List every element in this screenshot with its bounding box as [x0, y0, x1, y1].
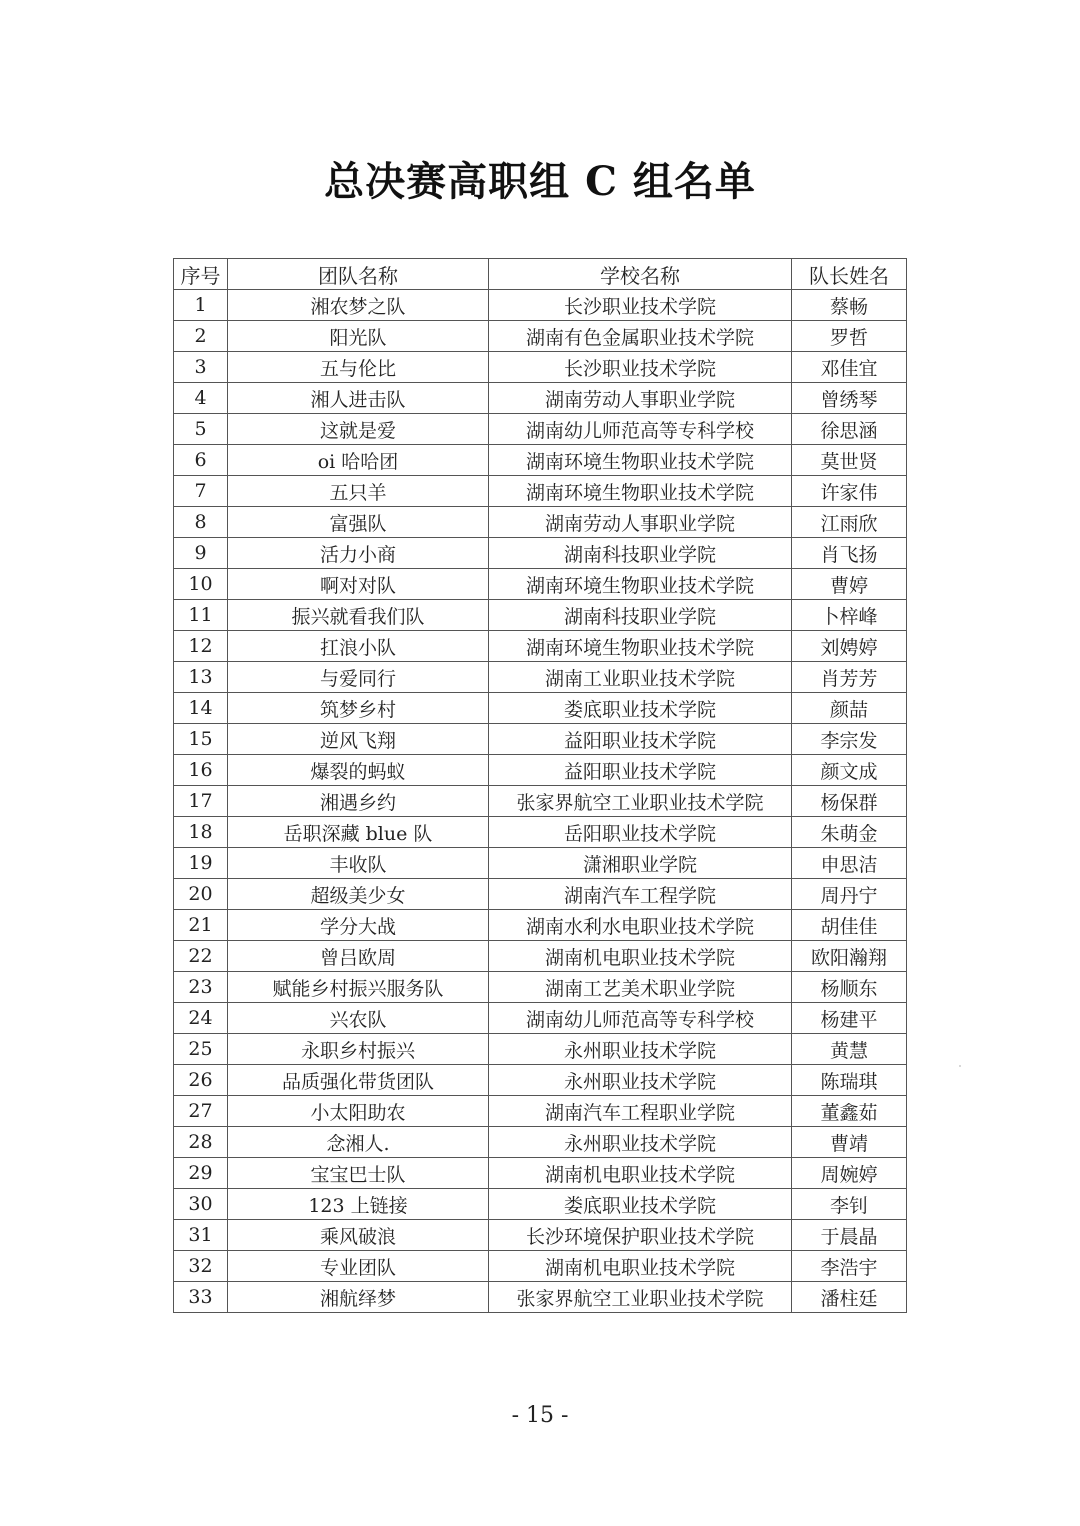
cell-school-name: 湖南机电职业技术学院 — [489, 1251, 792, 1282]
table-row — [174, 352, 907, 383]
table-row — [174, 476, 907, 507]
cell-number: 31 — [174, 1220, 228, 1251]
cell-team-name: 念湘人. — [228, 1127, 489, 1158]
cell-school-name: 湖南幼儿师范高等专科学校 — [489, 414, 792, 445]
cell-captain-name: 肖芳芳 — [792, 662, 907, 693]
cell-number: 5 — [174, 414, 228, 445]
table-body — [174, 290, 907, 1313]
cell-number: 30 — [174, 1189, 228, 1220]
table-row — [174, 1189, 907, 1220]
cell-number: 27 — [174, 1096, 228, 1127]
cell-school-name: 长沙职业技术学院 — [489, 352, 792, 383]
cell-captain-name: 李浩宇 — [792, 1251, 907, 1282]
cell-team-name: 湘遇乡约 — [228, 786, 489, 817]
cell-school-name: 湖南环境生物职业技术学院 — [489, 476, 792, 507]
cell-school-name: 湖南水利水电职业技术学院 — [489, 910, 792, 941]
cell-school-name: 湖南科技职业学院 — [489, 538, 792, 569]
cell-school-name: 娄底职业技术学院 — [489, 693, 792, 724]
table-row — [174, 600, 907, 631]
cell-team-name: 扛浪小队 — [228, 631, 489, 662]
cell-captain-name: 罗哲 — [792, 321, 907, 352]
cell-captain-name: 潘柱廷 — [792, 1282, 907, 1313]
table-row — [174, 662, 907, 693]
cell-number: 8 — [174, 507, 228, 538]
cell-team-name: 湘人进击队 — [228, 383, 489, 414]
cell-team-name: 品质强化带货团队 — [228, 1065, 489, 1096]
cell-team-name: 兴农队 — [228, 1003, 489, 1034]
header-team-name: 团队名称 — [228, 259, 489, 290]
cell-number: 7 — [174, 476, 228, 507]
cell-number: 9 — [174, 538, 228, 569]
cell-team-name: 五与伦比 — [228, 352, 489, 383]
table-row — [174, 414, 907, 445]
cell-number: 17 — [174, 786, 228, 817]
cell-number: 11 — [174, 600, 228, 631]
cell-captain-name: 许家伟 — [792, 476, 907, 507]
table-row — [174, 538, 907, 569]
table-row — [174, 1220, 907, 1251]
cell-team-name: 学分大战 — [228, 910, 489, 941]
cell-team-name: oi 哈哈团 — [228, 445, 489, 476]
table-row — [174, 507, 907, 538]
cell-number: 4 — [174, 383, 228, 414]
page-number: - 15 - — [511, 1403, 569, 1428]
cell-school-name: 长沙职业技术学院 — [489, 290, 792, 321]
cell-team-name: 丰收队 — [228, 848, 489, 879]
cell-school-name: 永州职业技术学院 — [489, 1127, 792, 1158]
cell-school-name: 张家界航空工业职业技术学院 — [489, 1282, 792, 1313]
cell-number: 26 — [174, 1065, 228, 1096]
cell-captain-name: 周婉婷 — [792, 1158, 907, 1189]
cell-team-name: 曾吕欧周 — [228, 941, 489, 972]
cell-captain-name: 胡佳佳 — [792, 910, 907, 941]
cell-number: 2 — [174, 321, 228, 352]
cell-team-name: 宝宝巴士队 — [228, 1158, 489, 1189]
cell-school-name: 潇湘职业学院 — [489, 848, 792, 879]
table-row — [174, 1003, 907, 1034]
cell-number: 12 — [174, 631, 228, 662]
cell-number: 23 — [174, 972, 228, 1003]
cell-captain-name: 莫世贤 — [792, 445, 907, 476]
cell-number: 16 — [174, 755, 228, 786]
cell-team-name: 岳职深藏 blue 队 — [228, 817, 489, 848]
cell-captain-name: 朱萌金 — [792, 817, 907, 848]
cell-school-name: 湖南有色金属职业技术学院 — [489, 321, 792, 352]
table-header — [174, 259, 907, 290]
cell-captain-name: 欧阳瀚翔 — [792, 941, 907, 972]
cell-school-name: 湖南工艺美术职业学院 — [489, 972, 792, 1003]
table-row — [174, 972, 907, 1003]
cell-team-name: 湘农梦之队 — [228, 290, 489, 321]
cell-captain-name: 刘娉婷 — [792, 631, 907, 662]
cell-team-name: 湘航绎梦 — [228, 1282, 489, 1313]
cell-school-name: 长沙环境保护职业技术学院 — [489, 1220, 792, 1251]
cell-school-name: 张家界航空工业职业技术学院 — [489, 786, 792, 817]
cell-number: 18 — [174, 817, 228, 848]
cell-captain-name: 蔡畅 — [792, 290, 907, 321]
cell-team-name: 与爱同行 — [228, 662, 489, 693]
cell-captain-name: 申思洁 — [792, 848, 907, 879]
table-row — [174, 631, 907, 662]
cell-captain-name: 杨建平 — [792, 1003, 907, 1034]
cell-number: 33 — [174, 1282, 228, 1313]
cell-team-name: 小太阳助农 — [228, 1096, 489, 1127]
cell-school-name: 岳阳职业技术学院 — [489, 817, 792, 848]
table-row — [174, 569, 907, 600]
cell-team-name: 活力小商 — [228, 538, 489, 569]
cell-school-name: 益阳职业技术学院 — [489, 755, 792, 786]
cell-number: 15 — [174, 724, 228, 755]
cell-captain-name: 徐思涵 — [792, 414, 907, 445]
table-row — [174, 879, 907, 910]
cell-number: 32 — [174, 1251, 228, 1282]
cell-school-name: 湖南环境生物职业技术学院 — [489, 569, 792, 600]
page-title: 总决赛高职组 C 组名单 — [324, 158, 756, 205]
cell-number: 3 — [174, 352, 228, 383]
cell-number: 28 — [174, 1127, 228, 1158]
cell-number: 14 — [174, 693, 228, 724]
header-number: 序号 — [174, 259, 228, 290]
cell-captain-name: 李宗发 — [792, 724, 907, 755]
cell-team-name: 啊对对队 — [228, 569, 489, 600]
cell-team-name: 五只羊 — [228, 476, 489, 507]
table-row — [174, 755, 907, 786]
cell-school-name: 娄底职业技术学院 — [489, 1189, 792, 1220]
cell-captain-name: 邓佳宜 — [792, 352, 907, 383]
cell-team-name: 超级美少女 — [228, 879, 489, 910]
header-school-name: 学校名称 — [489, 259, 792, 290]
cell-captain-name: 陈瑞琪 — [792, 1065, 907, 1096]
cell-captain-name: 曹靖 — [792, 1127, 907, 1158]
cell-team-name: 爆裂的蚂蚁 — [228, 755, 489, 786]
cell-school-name: 永州职业技术学院 — [489, 1034, 792, 1065]
cell-captain-name: 颜喆 — [792, 693, 907, 724]
table-row — [174, 1251, 907, 1282]
cell-school-name: 永州职业技术学院 — [489, 1065, 792, 1096]
cell-number: 10 — [174, 569, 228, 600]
cell-captain-name: 于晨晶 — [792, 1220, 907, 1251]
cell-team-name: 阳光队 — [228, 321, 489, 352]
table-row — [174, 383, 907, 414]
table-row — [174, 848, 907, 879]
cell-team-name: 乘风破浪 — [228, 1220, 489, 1251]
cell-captain-name: 曹婷 — [792, 569, 907, 600]
cell-school-name: 湖南幼儿师范高等专科学校 — [489, 1003, 792, 1034]
cell-team-name: 赋能乡村振兴服务队 — [228, 972, 489, 1003]
header-row — [174, 259, 907, 290]
cell-school-name: 湖南劳动人事职业学院 — [489, 507, 792, 538]
cell-school-name: 湖南汽车工程职业学院 — [489, 1096, 792, 1127]
cell-captain-name: 杨顺东 — [792, 972, 907, 1003]
table-row — [174, 445, 907, 476]
table-row — [174, 1158, 907, 1189]
cell-number: 21 — [174, 910, 228, 941]
cell-school-name: 湖南环境生物职业技术学院 — [489, 631, 792, 662]
cell-captain-name: 李钊 — [792, 1189, 907, 1220]
table-row — [174, 724, 907, 755]
table-row — [174, 786, 907, 817]
cell-team-name: 永职乡村振兴 — [228, 1034, 489, 1065]
table-row — [174, 290, 907, 321]
scan-speck — [959, 1065, 961, 1067]
cell-number: 19 — [174, 848, 228, 879]
cell-captain-name: 周丹宁 — [792, 879, 907, 910]
cell-number: 20 — [174, 879, 228, 910]
cell-captain-name: 曾绣琴 — [792, 383, 907, 414]
cell-school-name: 湖南机电职业技术学院 — [489, 1158, 792, 1189]
table-row — [174, 817, 907, 848]
table-row — [174, 321, 907, 352]
cell-team-name: 这就是爱 — [228, 414, 489, 445]
cell-team-name: 富强队 — [228, 507, 489, 538]
cell-team-name: 逆风飞翔 — [228, 724, 489, 755]
cell-school-name: 湖南汽车工程学院 — [489, 879, 792, 910]
table-row — [174, 1065, 907, 1096]
cell-captain-name: 卜梓峰 — [792, 600, 907, 631]
table-row — [174, 941, 907, 972]
table-row — [174, 693, 907, 724]
cell-team-name: 筑梦乡村 — [228, 693, 489, 724]
roster-table — [173, 258, 907, 1313]
cell-captain-name: 肖飞扬 — [792, 538, 907, 569]
cell-number: 13 — [174, 662, 228, 693]
table-row — [174, 1096, 907, 1127]
cell-school-name: 湖南环境生物职业技术学院 — [489, 445, 792, 476]
cell-number: 29 — [174, 1158, 228, 1189]
cell-number: 25 — [174, 1034, 228, 1065]
cell-number: 24 — [174, 1003, 228, 1034]
cell-captain-name: 颜文成 — [792, 755, 907, 786]
cell-team-name: 123 上链接 — [228, 1189, 489, 1220]
cell-team-name: 振兴就看我们队 — [228, 600, 489, 631]
cell-school-name: 湖南劳动人事职业学院 — [489, 383, 792, 414]
table-row — [174, 1034, 907, 1065]
cell-school-name: 益阳职业技术学院 — [489, 724, 792, 755]
cell-number: 6 — [174, 445, 228, 476]
cell-captain-name: 董鑫茹 — [792, 1096, 907, 1127]
cell-school-name: 湖南机电职业技术学院 — [489, 941, 792, 972]
table-row — [174, 1282, 907, 1313]
cell-captain-name: 江雨欣 — [792, 507, 907, 538]
table-row — [174, 910, 907, 941]
cell-school-name: 湖南工业职业技术学院 — [489, 662, 792, 693]
cell-captain-name: 黄慧 — [792, 1034, 907, 1065]
header-captain-name: 队长姓名 — [792, 259, 907, 290]
cell-school-name: 湖南科技职业学院 — [489, 600, 792, 631]
cell-number: 22 — [174, 941, 228, 972]
table-row — [174, 1127, 907, 1158]
cell-captain-name: 杨保群 — [792, 786, 907, 817]
cell-number: 1 — [174, 290, 228, 321]
cell-team-name: 专业团队 — [228, 1251, 489, 1282]
